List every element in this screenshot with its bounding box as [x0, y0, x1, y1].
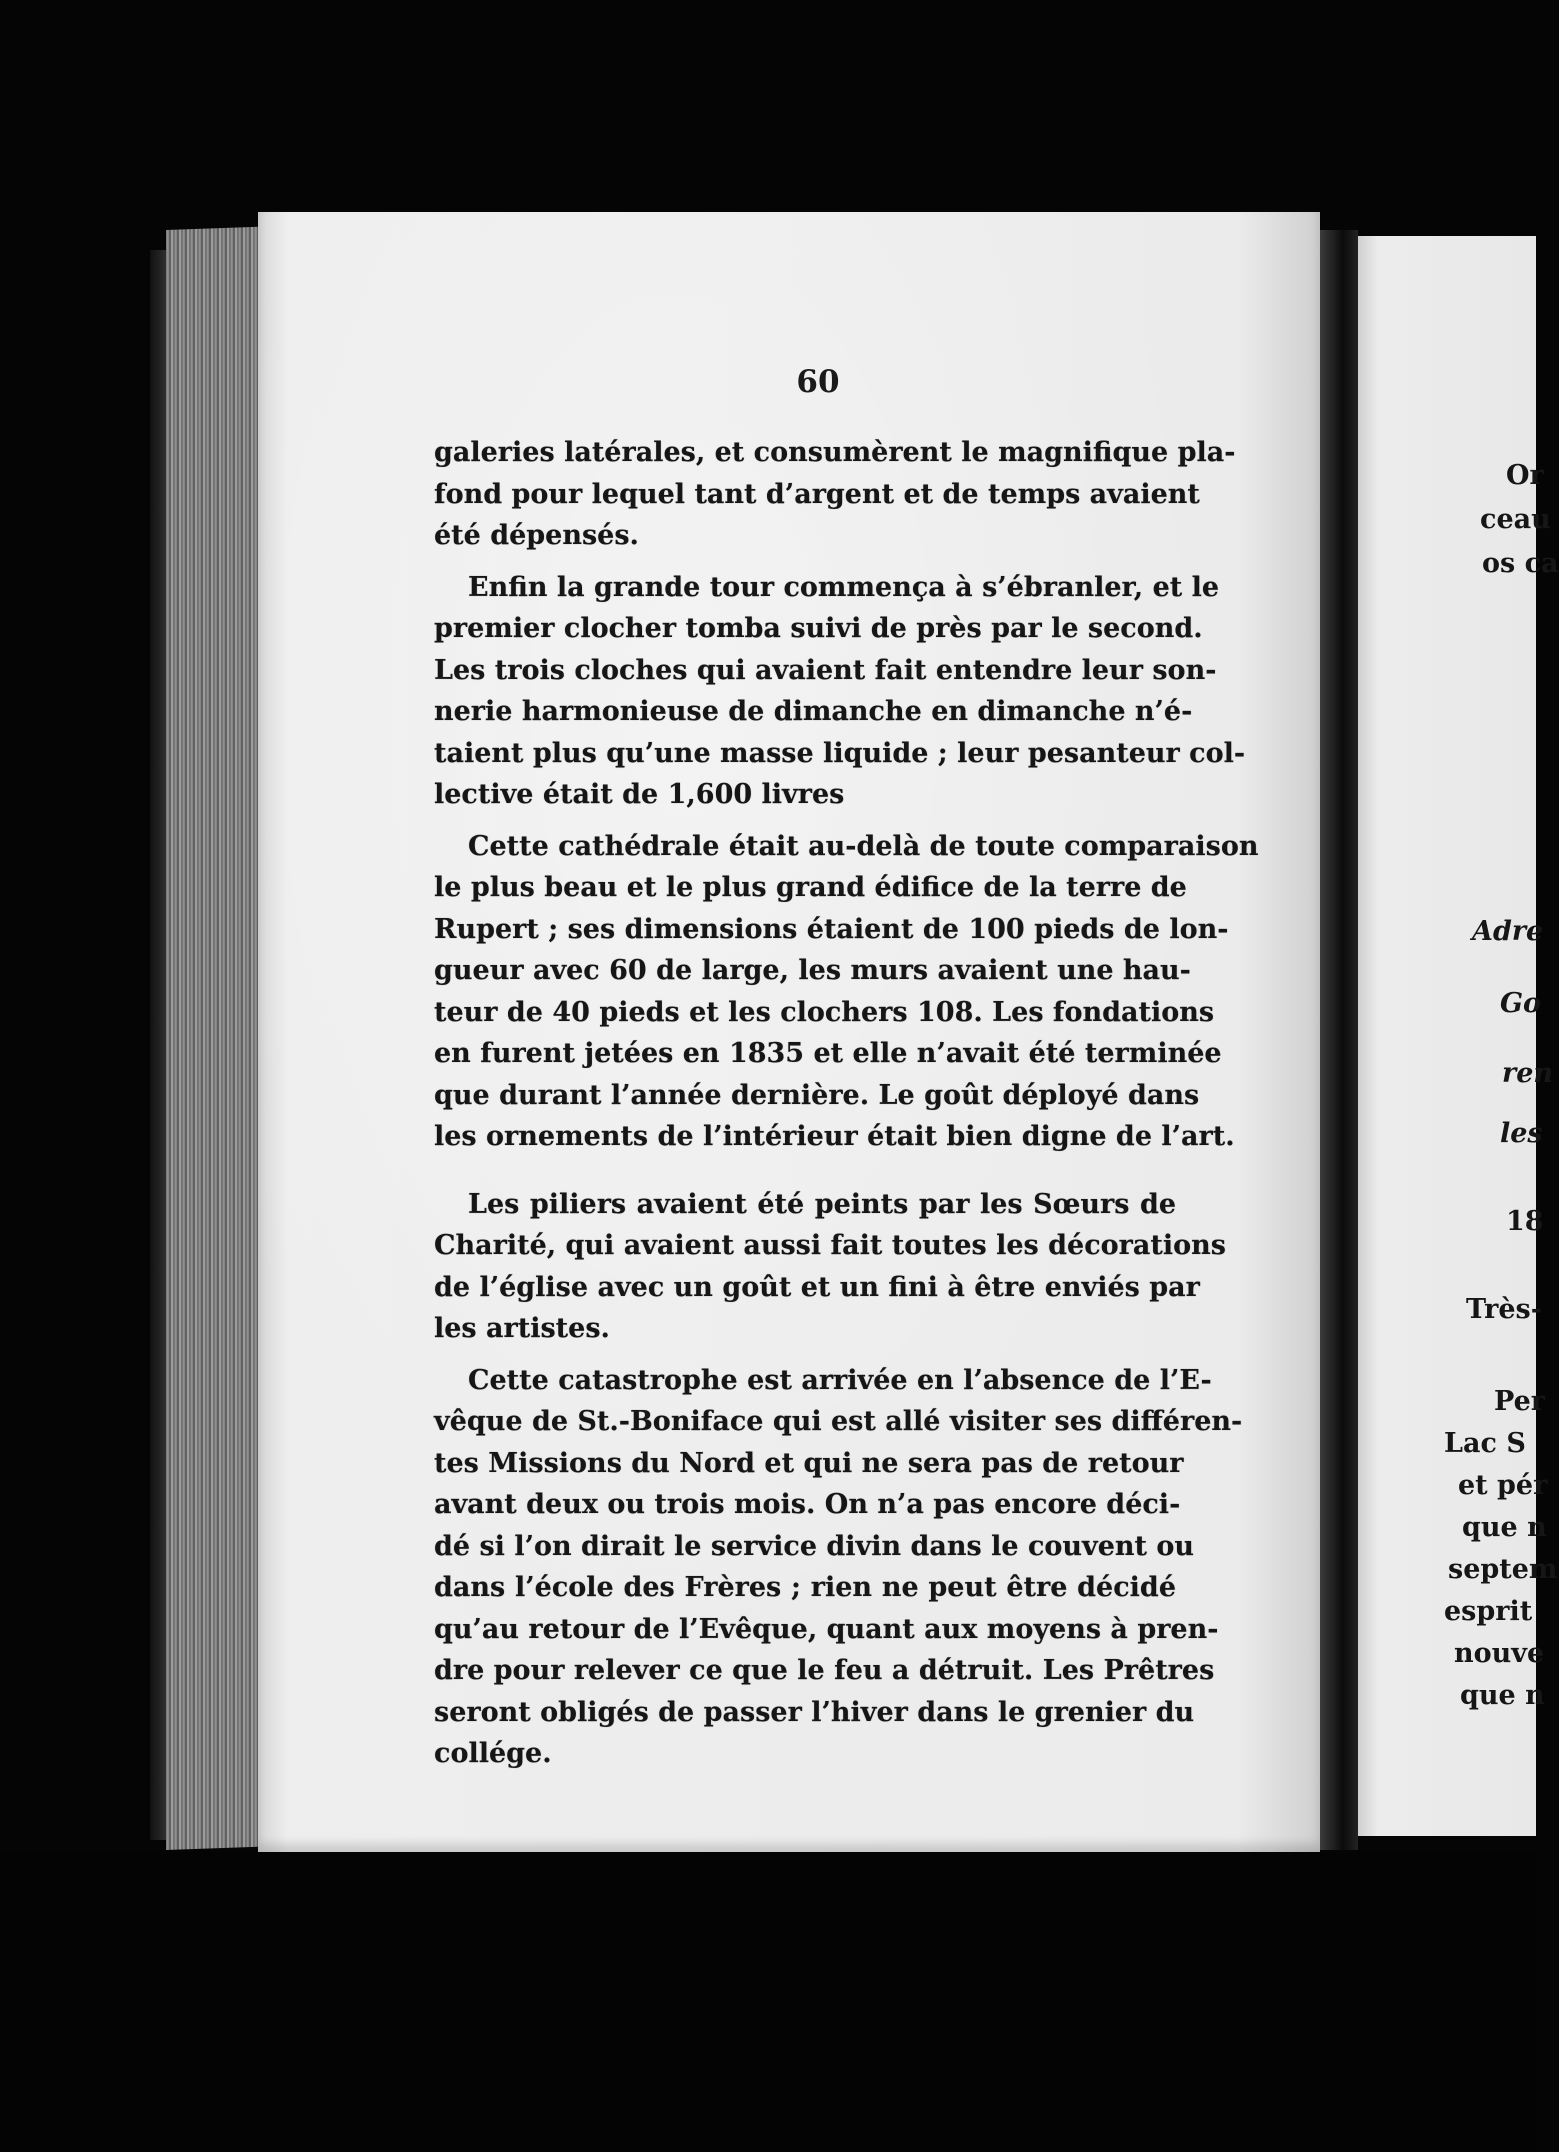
page-number: 60 — [796, 364, 840, 400]
text-line: nerie harmonieuse de dimanche en dimanche n’é- — [434, 696, 1193, 727]
right-text-fragment: esprit — [1444, 1596, 1533, 1627]
right-text-fragment: septem — [1448, 1554, 1558, 1585]
right-text-fragment: les — [1500, 1118, 1543, 1149]
text-line: dre pour relever ce que le feu a détruit. Les Prêtres — [434, 1655, 1215, 1686]
text-line: premier clocher tomba suivi de près par le second. — [434, 613, 1203, 644]
text-line: en furent jetées en 1835 et elle n’avait été terminée — [434, 1038, 1222, 1069]
text-line: de l’église avec un goût et un fini à être enviés par — [434, 1271, 1200, 1303]
text-line: les artistes. — [434, 1313, 610, 1344]
paragraph-4 — [434, 1184, 1226, 1350]
right-text-fragment: Per — [1494, 1386, 1545, 1417]
right-text-fragment: que n — [1460, 1680, 1545, 1711]
book-gutter — [1320, 230, 1358, 1850]
text-line: le plus beau et le plus grand édifice de la terre de — [434, 872, 1187, 903]
paragraph-1 — [434, 432, 1236, 557]
text-line: qu’au retour de l’Evêque, quant aux moyens à pren- — [434, 1613, 1219, 1645]
text-line: Les trois cloches qui avaient fait entendre leur son- — [434, 654, 1217, 686]
right-text-fragment: Très- — [1466, 1294, 1542, 1325]
text-line: tes Missions du Nord et qui ne sera pas de retour — [434, 1447, 1184, 1479]
left-page — [258, 212, 1320, 1852]
text-line: avant deux ou trois mois. On n’a pas encore déci- — [434, 1489, 1181, 1520]
right-text-fragment: Adre — [1472, 916, 1544, 947]
text-line: Rupert ; ses dimensions étaient de 100 pieds de lon- — [434, 913, 1229, 945]
right-text-fragment: que n — [1462, 1512, 1547, 1543]
right-text-fragment: Lac S — [1444, 1428, 1526, 1459]
text-line: dans l’école des Frères ; rien ne peut être décidé — [434, 1572, 1176, 1603]
right-text-fragment: os ca — [1482, 548, 1559, 579]
right-text-fragment: et pér — [1458, 1470, 1548, 1501]
text-line: vêque de St.-Boniface qui est allé visiter ses différen- — [434, 1406, 1243, 1437]
text-line: Cette cathédrale était au-delà de toute comparaison — [468, 830, 1259, 862]
text-line: dé si l’on dirait le service divin dans le couvent ou — [434, 1530, 1195, 1562]
text-line: lective était de 1,600 livres — [434, 779, 845, 810]
text-line: les ornements de l’intérieur était bien digne de l’art. — [434, 1121, 1235, 1152]
right-text-fragment: 18 — [1506, 1206, 1544, 1237]
paragraph-5 — [434, 1360, 1243, 1775]
text-line: Enfin la grande tour commença à s’ébranler, et le — [468, 571, 1220, 603]
text-line: été dépensés. — [434, 520, 639, 551]
text-line: que durant l’année dernière. Le goût déployé dans — [434, 1079, 1200, 1111]
right-text-fragment: ceau — [1480, 504, 1551, 535]
paragraph-2 — [434, 567, 1246, 816]
right-text-fragment: Or — [1506, 460, 1544, 491]
text-line: Les piliers avaient été peints par les Sœurs de — [468, 1188, 1176, 1220]
right-text-fragment: ren — [1502, 1058, 1554, 1089]
paragraph-3 — [434, 826, 1259, 1158]
stacked-page-edges — [166, 227, 264, 1850]
right-text-fragment: Go — [1500, 988, 1542, 1019]
text-line: fond pour lequel tant d’argent et de temps avaient — [434, 478, 1200, 510]
text-line: Cette catastrophe est arrivée en l’absence de l’E- — [468, 1364, 1212, 1396]
text-line: Charité, qui avaient aussi fait toutes les décorations — [434, 1230, 1226, 1261]
text-line: teur de 40 pieds et les clochers 108. Les fondations — [434, 996, 1215, 1028]
body-text — [434, 432, 1259, 1775]
right-page-fragment — [1358, 236, 1559, 1836]
film-border-bottom — [0, 1852, 1536, 2152]
text-line: gueur avec 60 de large, les murs avaient une hau- — [434, 955, 1191, 986]
text-line: seront obligés de passer l’hiver dans le grenier du — [434, 1696, 1195, 1728]
right-text-fragment: nouve — [1454, 1638, 1545, 1669]
text-line: galeries latérales, et consumèrent le magnifique pla- — [434, 437, 1236, 468]
text-line: taient plus qu’une masse liquide ; leur pesanteur col- — [434, 737, 1246, 769]
text-line: collége. — [434, 1738, 552, 1769]
